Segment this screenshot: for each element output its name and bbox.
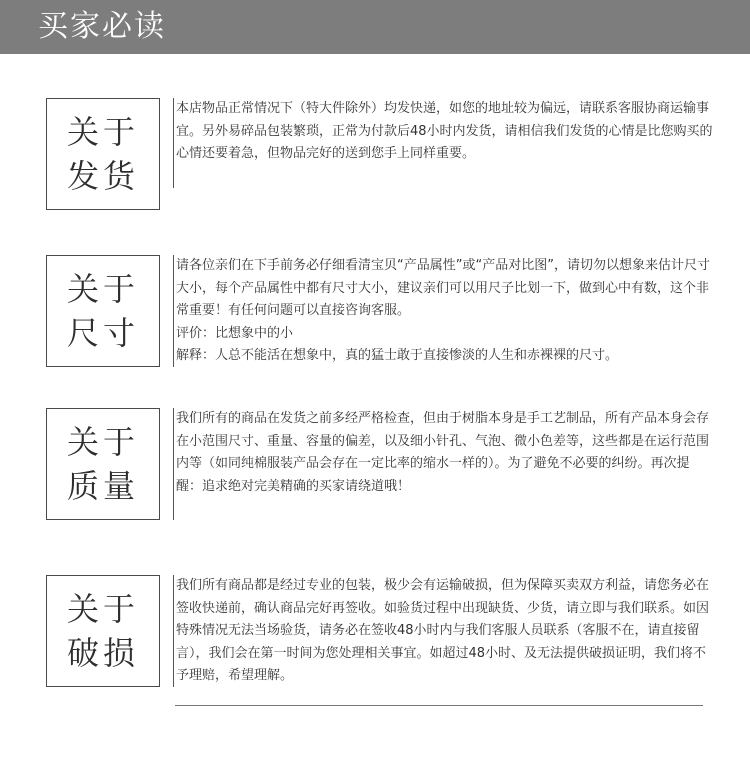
bottom-divider	[175, 705, 703, 706]
section-paragraph: 评价：比想象中的小	[176, 325, 294, 341]
section-label-line1: 关于	[66, 590, 139, 628]
section-label-box	[46, 575, 160, 687]
section-text	[173, 575, 713, 687]
section-label-line2: 发货	[66, 157, 139, 195]
section-label-line1: 关于	[66, 270, 139, 308]
page-title: 买家必读	[38, 9, 166, 44]
section-text	[173, 255, 713, 367]
section-text	[173, 408, 713, 520]
section-label-line2: 尺寸	[66, 314, 139, 352]
section-label-line1: 关于	[66, 113, 139, 151]
section-label-line2: 破损	[66, 634, 139, 672]
header-banner	[0, 0, 750, 54]
section-paragraph: 解释：人总不能活在想象中，真的猛士敢于直接惨淡的人生和赤裸裸的尺寸。	[176, 348, 619, 363]
section-paragraph: 我们所有商品都是经过专业的包装，极少会有运输破损，但为保障买卖双方利益，请您务必在签收快递前，确认商品完好再签收。如验货过程中出现缺货、少货，请立即与我们联系。如因特殊情况无法当场验货，请务必在签收48小时内与我们客服人员联系（客服不在，请直接留言），我们会在第一时间为您处理相关事宜。如超过48小时、及无法提供破损证明，我们将不予理赔，希望理解。	[176, 578, 710, 683]
section-label-line2: 质量	[66, 467, 139, 505]
section-paragraph: 请各位亲们在下手前务必仔细看清宝贝“产品属性”或“产品对比图”，请切勿以想象来估计尺寸大小，每个产品属性中都有尺寸大小，建议亲们可以用尺子比划一下，做到心中有数，这个非常重要！有任何问题可以直接咨询客服。	[176, 258, 710, 318]
section-paragraph: 我们所有的商品在发货之前多经严格检查，但由于树脂本身是手工艺制品，所有产品本身会存在小范围尺寸、重量、容量的偏差，以及细小针孔、气泡、微小色差等，这些都是在运行范围内等（如同纯棉服装产品会存在一定比率的缩水一样的）。为了避免不必要的纠纷。再次提醒：追求绝对完美精确的买家请绕道哦！	[176, 411, 710, 494]
section-label-box	[46, 98, 160, 210]
section-label-line1: 关于	[66, 423, 139, 461]
section-paragraph: 本店物品正常情况下（特大件除外）均发快递，如您的地址较为偏远，请联系客服协商运输事宜。另外易碎品包装繁琐，正常为付款后48小时内发货，请相信我们发货的心情是比您购买的心情还要着急，但物品完好的送到您手上同样重要。	[176, 101, 713, 161]
section-label-box	[46, 408, 160, 520]
section-label-box	[46, 255, 160, 367]
section-text	[173, 98, 713, 188]
